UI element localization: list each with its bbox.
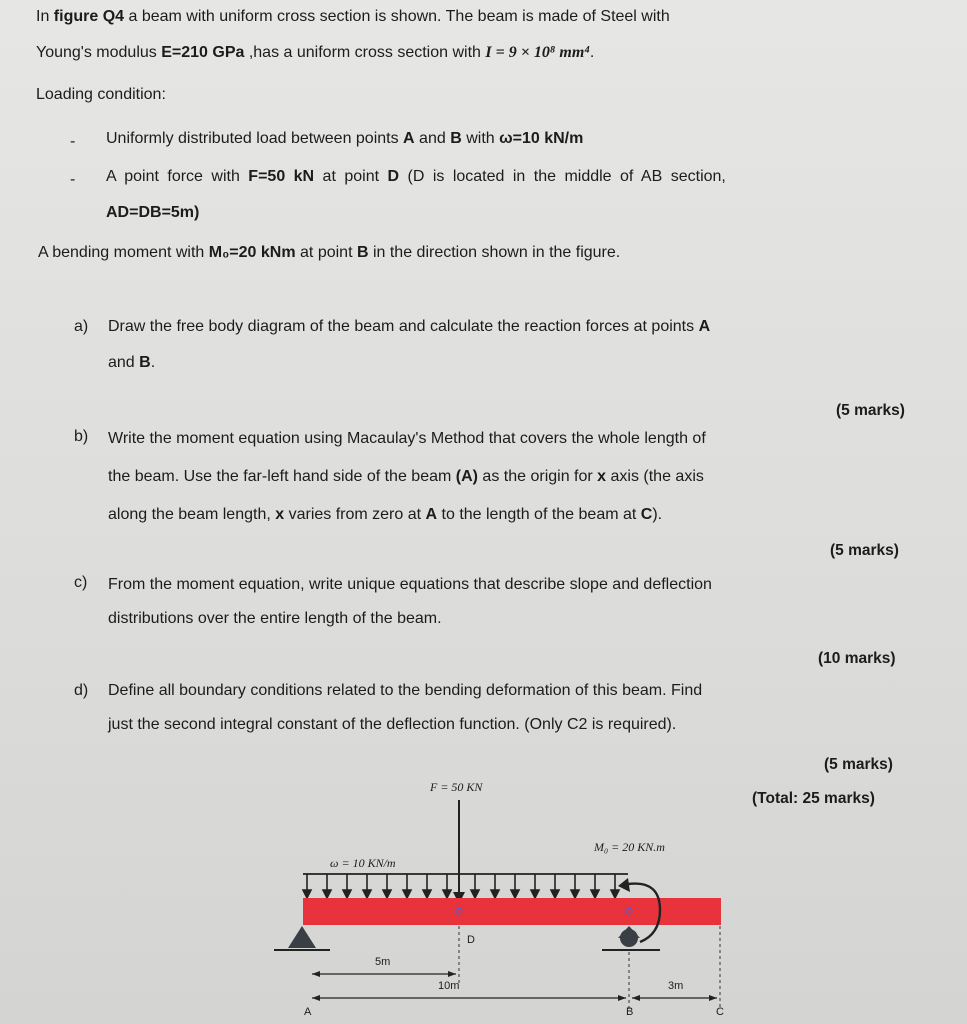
- roller-b: [620, 929, 638, 947]
- point-label: A: [403, 130, 415, 147]
- condition-text: with: [461, 130, 500, 147]
- question-d-line-1: Define all boundary conditions related to the bending deformation of this beam. Find: [108, 682, 703, 699]
- list-dash: -: [70, 133, 76, 150]
- total-marks: (Total: 25 marks): [752, 790, 875, 807]
- moment-text: A bending moment with: [38, 244, 209, 261]
- point-a-label: A: [304, 1006, 312, 1018]
- point-b-label: B: [626, 1006, 634, 1018]
- intro-text: .: [589, 44, 595, 61]
- condition-force-line2: AD=DB=5m): [106, 204, 200, 221]
- moment-text: in the direction shown in the figure.: [368, 244, 621, 261]
- question-d-line-2: just the second integral constant of the deflection function. (Only C2 is required).: [108, 716, 677, 733]
- question-b-label: b): [74, 428, 89, 445]
- dim-arrow: [632, 995, 640, 1001]
- loading-heading: Loading condition:: [36, 86, 166, 103]
- list-dash: -: [70, 171, 76, 188]
- question-text: and: [108, 354, 140, 371]
- intro-text: a beam with uniform cross section is shown. The beam is made of Steel with: [124, 8, 670, 25]
- force-value: F=50 kN: [248, 168, 315, 185]
- question-text: ).: [652, 506, 663, 523]
- point-label: B: [356, 244, 369, 261]
- dim-3m-label: 3m: [668, 980, 684, 992]
- youngs-modulus: E=210 GPa: [161, 44, 245, 61]
- dim-5m-label: 5m: [375, 956, 391, 968]
- question-text: to the length of the beam at: [437, 506, 641, 523]
- force-label: F = 50 KN: [430, 780, 483, 794]
- dim-arrow: [312, 971, 320, 977]
- question-text: the beam. Use the far-left hand side of the beam: [108, 468, 456, 485]
- question-c-label: c): [74, 574, 88, 591]
- axis-label: x: [597, 468, 607, 485]
- dim-arrow: [618, 995, 626, 1001]
- point-label: A: [425, 506, 438, 523]
- intro-text: Young's modulus: [36, 44, 162, 61]
- point-d-label: D: [467, 934, 475, 946]
- question-text: axis (the axis: [606, 468, 704, 485]
- intro-text: ,has a uniform cross section with: [244, 44, 486, 61]
- question-a-marks: (5 marks): [836, 402, 905, 419]
- point-label: D: [387, 168, 400, 185]
- question-a-label: a): [74, 318, 89, 335]
- udl-label: ω = 10 KN/m: [330, 856, 396, 870]
- dim-arrow: [709, 995, 717, 1001]
- condition-text: at point: [314, 168, 388, 185]
- condition-text: and: [414, 130, 451, 147]
- moment-value: M₀=20 kNm: [208, 244, 296, 261]
- figure-ref: figure Q4: [53, 8, 125, 25]
- condition-text: (D is located in the middle of AB section,: [399, 168, 726, 185]
- question-text: as the origin for: [477, 468, 598, 485]
- condition-text: Uniformly distributed load between points: [106, 130, 404, 147]
- intro-text: In: [36, 8, 54, 25]
- point-label: B: [139, 354, 151, 371]
- question-c-line-2: distributions over the entire length of the beam.: [108, 610, 442, 627]
- moment-of-inertia: I = 9 × 10⁸ mm⁴: [485, 44, 590, 61]
- moment-label: M₀ = 20 KN.m: [594, 840, 665, 854]
- point-label: C: [640, 506, 653, 523]
- question-d-marks: (5 marks): [824, 756, 893, 773]
- point-label: (A): [455, 468, 478, 485]
- question-b-line-1: Write the moment equation using Macaulay's Method that covers the whole length of: [108, 430, 706, 447]
- dim-arrow: [448, 971, 456, 977]
- moment-text: at point: [295, 244, 357, 261]
- question-text: along the beam length,: [108, 506, 276, 523]
- question-text: varies from zero at: [284, 506, 426, 523]
- question-b-marks: (5 marks): [830, 542, 899, 559]
- axis-label: x: [275, 506, 285, 523]
- point-label: B: [450, 130, 462, 147]
- dim-arrow: [312, 995, 320, 1001]
- udl-value: ω=10 kN/m: [499, 130, 584, 147]
- question-text: .: [150, 354, 156, 371]
- question-text: Draw the free body diagram of the beam and calculate the reaction forces at points: [108, 318, 699, 335]
- question-c-marks: (10 marks): [818, 650, 896, 667]
- question-d-label: d): [74, 682, 89, 699]
- point-label: A: [698, 318, 711, 335]
- condition-text: A point force with: [106, 168, 249, 185]
- pin-support-a: [288, 926, 316, 948]
- dim-10m-label: 10m: [438, 980, 460, 992]
- point-c-label: C: [716, 1006, 724, 1018]
- question-c-line-1: From the moment equation, write unique equations that describe slope and deflection: [108, 576, 712, 593]
